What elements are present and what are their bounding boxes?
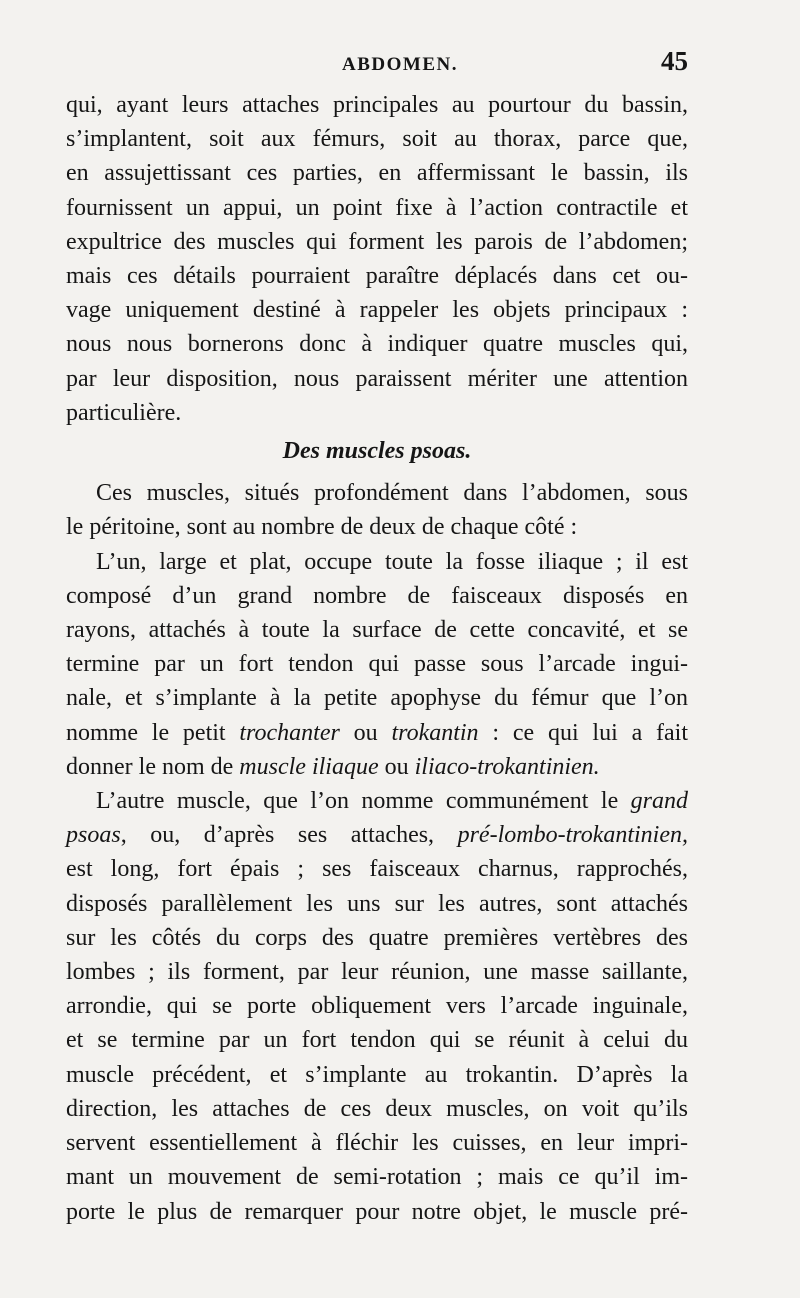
text-line: Ces muscles, situés profondément dans l’abdomen, sous (96, 480, 688, 507)
text-run: donner le nom de (66, 753, 240, 780)
body-text (66, 88, 688, 1229)
italic-term: trochanter (239, 719, 340, 746)
text-line: expultrice des muscles qui forment les parois de l’abdomen; (66, 228, 688, 255)
text-line: vage uniquement destiné à rappeler les objets principaux : (66, 297, 688, 324)
text-line: disposés parallèlement les uns sur les autres, sont attachés (66, 890, 688, 917)
page-number: 45 (661, 46, 688, 76)
text-line: le péritoine, sont au nombre de deux de chaque côté : (66, 514, 578, 541)
paragraph (66, 784, 688, 1229)
text-line: composé d’un grand nombre de faisceaux disposés en (66, 582, 688, 609)
text-line: termine par un fort tendon qui passe sous l’arcade ingui- (66, 651, 688, 678)
text-line (66, 818, 688, 852)
text-line: muscle précédent, et s’implante au trokantin. D’après la (66, 1061, 688, 1088)
italic-term: trokantin (391, 719, 479, 746)
paragraph-continuation (66, 88, 688, 430)
italic-term: pré-lombo-trokantinien, (457, 822, 688, 849)
text-line: mais ces détails pourraient paraître déplacés dans cet ou- (66, 263, 688, 290)
text-line: porte le plus de remarquer pour notre objet, le muscle pré- (66, 1198, 688, 1225)
text-line: direction, les attaches de ces deux muscles, on voit qu’ils (66, 1095, 688, 1122)
text-run: ou (378, 753, 415, 780)
text-line: fournissent un appui, un point fixe à l’action contractile et (66, 194, 688, 221)
text-line: lombes ; ils forment, par leur réunion, une masse saillante, (66, 959, 688, 986)
text-line: par leur disposition, nous paraissent mériter une attention (66, 365, 688, 392)
italic-term: psoas (66, 822, 121, 849)
text-run: nomme le petit (66, 719, 240, 746)
section-heading: Des muscles psoas. (282, 438, 472, 465)
text-run: L’autre muscle, que l’on nomme communément le (96, 788, 631, 815)
text-line: nous nous bornerons donc à indiquer quatre muscles qui, (66, 331, 688, 358)
italic-term: muscle iliaque (239, 753, 379, 780)
text-line (66, 716, 688, 750)
text-line: s’implantent, soit aux fémurs, soit au thorax, parce que, (66, 126, 688, 153)
text-line: particulière. (66, 399, 182, 426)
text-line: en assujettissant ces parties, en affermissant le bassin, ils (66, 160, 688, 187)
text-run: ou (339, 719, 392, 746)
text-line (66, 750, 688, 784)
text-line: servent essentiellement à fléchir les cuisses, en leur impri- (66, 1130, 688, 1157)
text-run: : ce qui lui a fait (478, 719, 689, 746)
text-line: rayons, attachés à toute la surface de cette concavité, et se (66, 617, 688, 644)
text-line: nale, et s’implante à la petite apophyse du fémur que l’on (66, 685, 688, 712)
paragraph (66, 545, 688, 784)
running-title: ABDOMEN. (342, 54, 458, 75)
text-line (66, 784, 688, 818)
text-line: mant un mouvement de semi-rotation ; mais ce qu’il im- (66, 1164, 688, 1191)
text-line: arrondie, qui se porte obliquement vers l’arcade inguinale, (66, 993, 688, 1020)
paragraph (66, 476, 688, 544)
text-line: sur les côtés du corps des quatre premières vertèbres des (66, 924, 688, 951)
text-run: , ou, d’après ses attaches, (120, 822, 458, 849)
text-line: L’un, large et plat, occupe toute la fosse iliaque ; il est (96, 548, 688, 575)
text-line: qui, ayant leurs attaches principales au pourtour du bassin, (66, 92, 688, 118)
italic-term: grand (630, 788, 688, 815)
text-line: est long, fort épais ; ses faisceaux charnus, rapprochés, (66, 856, 688, 883)
running-head (0, 46, 800, 80)
italic-term: iliaco-trokantinien. (414, 753, 600, 780)
text-line: et se termine par un fort tendon qui se réunit à celui du (66, 1027, 688, 1054)
